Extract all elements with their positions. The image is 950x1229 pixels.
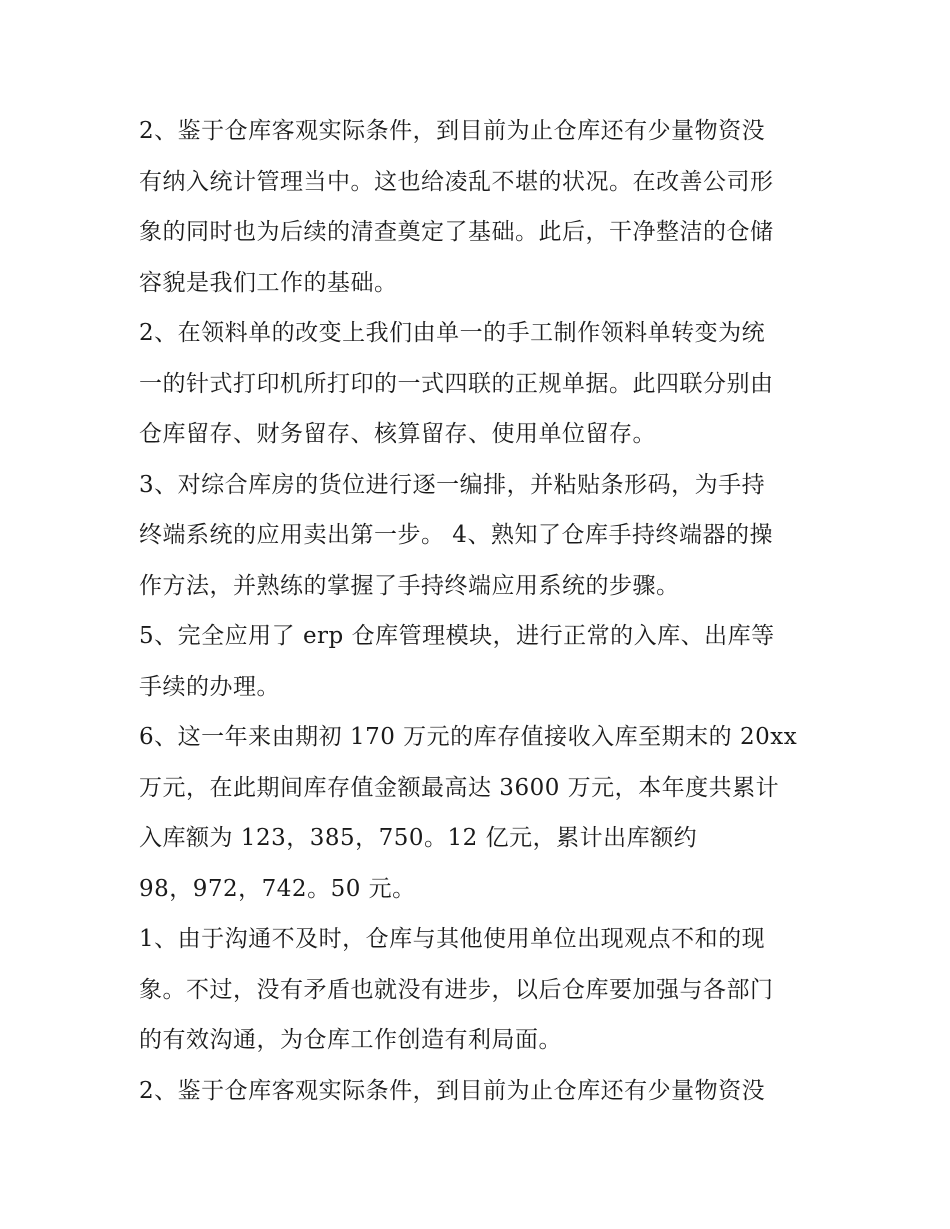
text-line: 仓库留存、财务留存、核算留存、使用单位留存。: [139, 421, 656, 447]
text-line: 有纳入统计管理当中。这也给凌乱不堪的状况。在改善公司形: [139, 169, 774, 195]
text-line: 6、这一年来由期初 170 万元的库存值接收入库至期末的 20xx: [139, 724, 798, 750]
text-line: 1、由于沟通不及时，仓库与其他使用单位出现观点不和的现: [139, 926, 766, 952]
text-line: 的有效沟通，为仓库工作创造有利局面。: [139, 1027, 562, 1053]
text-line: 手续的办理。: [139, 674, 280, 700]
text-line: 终端系统的应用卖出第一步。 4、熟知了仓库手持终端器的操: [139, 522, 773, 548]
text-line: 容貌是我们工作的基础。: [139, 270, 398, 296]
text-line: 5、完全应用了 erp 仓库管理模块，进行正常的入库、出库等: [139, 623, 775, 649]
text-line: 3、对综合库房的货位进行逐一编排，并粘贴条形码，为手持: [139, 472, 766, 498]
text-line: 象的同时也为后续的清查奠定了基础。此后，干净整洁的仓储: [139, 219, 774, 245]
text-line: 98，972，742。50 元。: [139, 876, 416, 902]
text-line: 作方法，并熟练的掌握了手持终端应用系统的步骤。: [139, 573, 680, 599]
text-line: 入库额为 123，385，750。12 亿元，累计出库额约: [139, 825, 698, 851]
text-line: 象。不过，没有矛盾也就没有进步，以后仓库要加强与各部门: [139, 977, 774, 1003]
text-line: 万元，在此期间库存值金额最高达 3600 万元，本年度共累计: [139, 775, 780, 801]
text-line: 2、鉴于仓库客观实际条件，到目前为止仓库还有少量物资没: [139, 118, 766, 144]
text-line: 2、在领料单的改变上我们由单一的手工制作领料单转变为统: [139, 320, 766, 346]
text-line: 一的针式打印机所打印的一式四联的正规单据。此四联分别由: [139, 371, 774, 397]
text-line: 2、鉴于仓库客观实际条件，到目前为止仓库还有少量物资没: [139, 1078, 766, 1104]
